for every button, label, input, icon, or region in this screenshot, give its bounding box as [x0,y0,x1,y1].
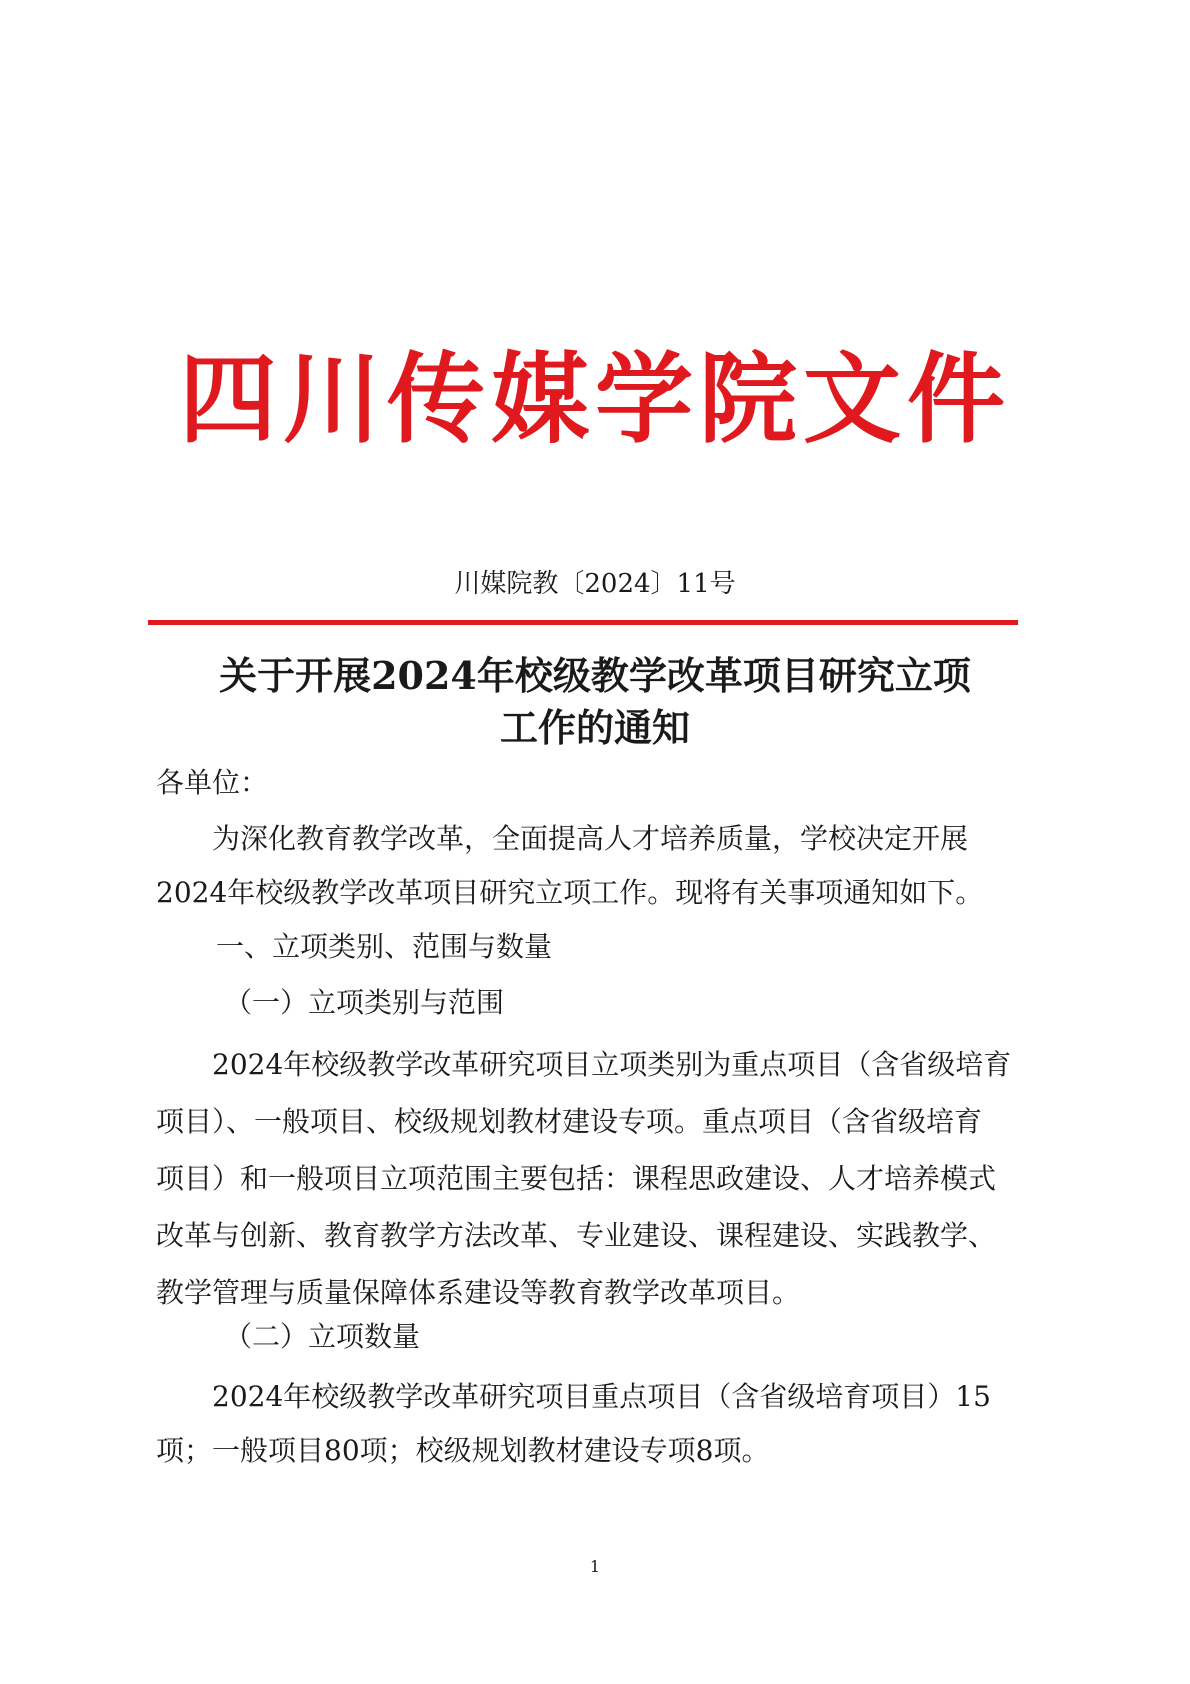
paragraph-quantity [156,1370,1056,1478]
paragraph-line: 改革与创新、教育教学方法改革、专业建设、课程建设、实践教学、 [156,1219,997,1252]
paragraph-line: 2024年校级教学改革项目研究立项工作。现将有关事项通知如下。 [156,876,984,909]
notice-title [140,650,1050,754]
paragraph-line: 项目）、一般项目、校级规划教材建设专项。重点项目（含省级培育 [156,1105,983,1138]
paragraph-line: 项；一般项目80项；校级规划教材建设专项8项。 [156,1434,770,1467]
paragraph-categories [156,1036,1056,1321]
notice-title-line-1: 关于开展2024年校级教学改革项目研究立项 [219,653,971,698]
paragraph-line: 为深化教育教学改革，全面提高人才培养质量，学校决定开展 [212,822,969,855]
paragraph-line: 项目）和一般项目立项范围主要包括：课程思政建设、人才培养模式 [156,1162,997,1195]
masthead-title: 四川传媒学院文件 [178,342,1011,457]
notice-title-line-2: 工作的通知 [499,705,690,750]
section-heading-1: 一、立项类别、范围与数量 [216,930,553,963]
red-divider-rule [148,620,1018,625]
paragraph-line: 2024年校级教学改革研究项目重点项目（含省级培育项目）15 [212,1380,991,1413]
page-number: 1 [589,1557,601,1576]
paragraph-line: 教学管理与质量保障体系建设等教育教学改革项目。 [156,1276,801,1309]
subsection-heading-1: （一）立项类别与范围 [224,986,505,1019]
document-number: 川媒院教〔2024〕11号 [454,569,736,599]
paragraph-intro [156,812,1056,920]
subsection-heading-2: （二）立项数量 [224,1320,421,1353]
paragraph-line: 2024年校级教学改革研究项目立项类别为重点项目（含省级培育 [212,1048,1012,1081]
salutation: 各单位： [156,766,269,799]
